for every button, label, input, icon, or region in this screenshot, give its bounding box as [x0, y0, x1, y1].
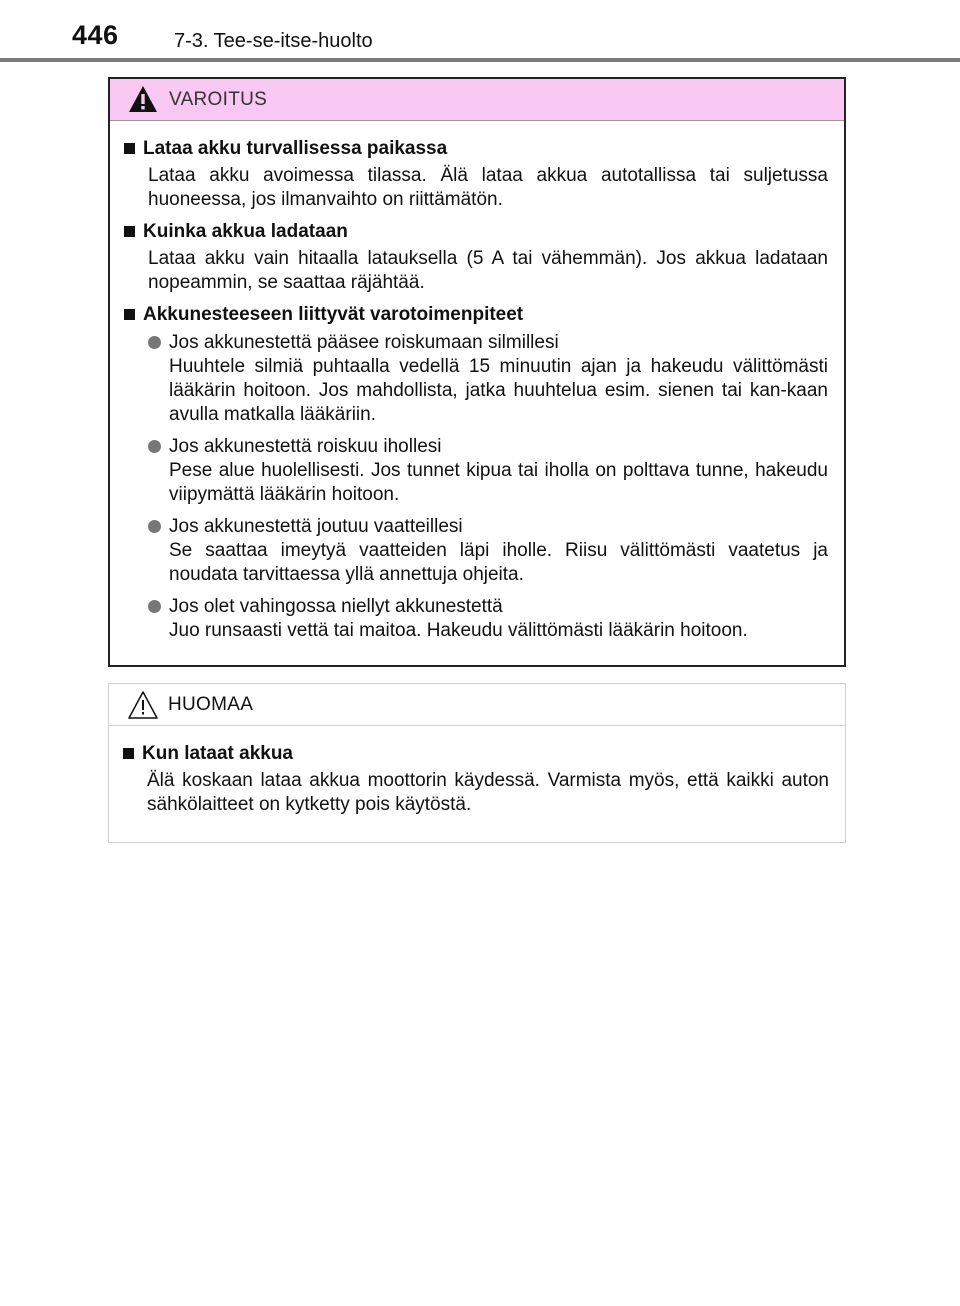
notice-label: HUOMAA [168, 694, 254, 715]
subitem-text: Juo runsaasti vettä tai maitoa. Hakeudu välittömästi lääkärin hoitoon. [169, 620, 748, 641]
warning-item-title: Akkunesteeseen liittyvät varotoimenpiteet [124, 303, 828, 327]
section-title: 7-3. Tee-se-itse-huolto [174, 30, 373, 52]
warning-item-text: Lataa akku avoimessa tilassa. Älä lataa akkua autotallissa tai suljetussa huoneessa, jos ilmanvaihto on riittämätön. [148, 165, 828, 210]
warning-box [108, 77, 846, 667]
warning-triangle-icon [128, 85, 158, 113]
warning-item-text: Lataa akku vain hitaalla latauksella (5 A tai vähemmän). Jos akkua ladataan nopeammin, se saattaa räjähtää. [148, 248, 828, 293]
notice-header [109, 684, 845, 726]
circle-bullet-icon [148, 336, 161, 349]
square-bullet-icon [124, 226, 135, 237]
subitem-text: Huuhtele silmiä puhtaalla vedellä 15 minuutin ajan ja hakeudu välittömästi lääkärin hoitoon. Jos mahdollista, jatka huuhtelua esim. sienen tai kan-kaan avulla matkalla lääkäriin. [169, 356, 828, 425]
notice-item-title: Kun lataat akkua [123, 742, 829, 766]
square-bullet-icon [124, 309, 135, 320]
notice-triangle-icon [127, 690, 159, 720]
warning-subitem [148, 435, 828, 507]
page-header [0, 0, 960, 60]
notice-box [108, 683, 846, 843]
subitem-title: Jos akkunestettä roiskuu ihollesi [169, 436, 442, 457]
subitem-title: Jos akkunestettä joutuu vaatteillesi [169, 516, 463, 537]
warning-subitem [148, 515, 828, 587]
warning-item-title: Lataa akku turvallisessa paikassa [124, 137, 828, 161]
warning-body [110, 121, 844, 643]
warning-header [110, 79, 844, 121]
square-bullet-icon [124, 143, 135, 154]
header-divider [0, 58, 960, 62]
warning-label: VAROITUS [169, 89, 268, 110]
subitem-title: Jos olet vahingossa niellyt akkunestettä [169, 596, 503, 617]
subitem-text: Pese alue huolellisesti. Jos tunnet kipua tai iholla on polttava tunne, hakeudu viipymättä lääkärin hoitoon. [169, 460, 828, 505]
circle-bullet-icon [148, 600, 161, 613]
circle-bullet-icon [148, 520, 161, 533]
page-number: 446 [72, 20, 119, 50]
subitem-text: Se saattaa imeytyä vaatteiden läpi iholle. Riisu välittömästi vaatetus ja noudata tarvittaessa yllä annettuja ohjeita. [169, 540, 828, 585]
notice-item-text: Älä koskaan lataa akkua moottorin käydessä. Varmista myös, että kaikki auton sähkölaitteet on kytketty pois käytöstä. [147, 770, 829, 815]
warning-subitem [148, 595, 828, 643]
square-bullet-icon [123, 748, 134, 759]
subitem-title: Jos akkunestettä pääsee roiskumaan silmillesi [169, 332, 559, 353]
notice-body [109, 726, 845, 817]
warning-subitem [148, 331, 828, 427]
circle-bullet-icon [148, 440, 161, 453]
warning-item-title: Kuinka akkua ladataan [124, 220, 828, 244]
